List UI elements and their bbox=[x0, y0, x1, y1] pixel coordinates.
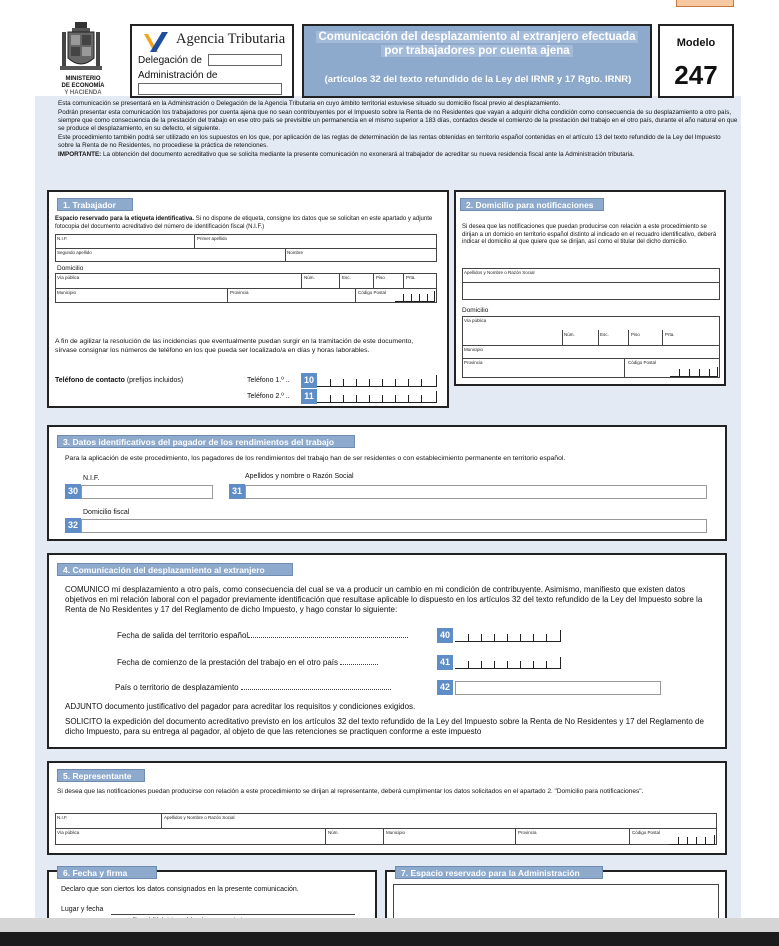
field-tag-41: 41 bbox=[437, 655, 453, 670]
postal-code-field[interactable] bbox=[669, 835, 715, 845]
municipio-label: Municipio bbox=[464, 347, 484, 352]
representante-instructions: Si desea que las notificaciones puedan producirse con relación a este procedimiento se dirijan al representante, deberá cumplimentar los datos solicitados en el apartado 2. "Domicilio para notificaciones". bbox=[57, 788, 644, 795]
telefono-1-field[interactable] bbox=[317, 375, 437, 387]
field-tag-42: 42 bbox=[437, 680, 453, 695]
field-tag-10: 10 bbox=[301, 373, 317, 388]
ministry-name bbox=[38, 76, 128, 97]
piso-label: Piso bbox=[631, 332, 640, 337]
provincia-label: Provincia bbox=[518, 830, 537, 835]
municipio-label: Municipio bbox=[57, 290, 77, 295]
administration-label: Administración de bbox=[138, 70, 218, 81]
divider bbox=[628, 330, 629, 345]
postal-code-field[interactable] bbox=[395, 291, 435, 302]
field-tag-32: 32 bbox=[65, 518, 81, 533]
nif-label: N.I.F. bbox=[57, 236, 68, 241]
agency-name: Agencia Tributaria bbox=[176, 31, 286, 47]
divider bbox=[285, 248, 286, 262]
divider bbox=[662, 330, 663, 345]
lugar-fecha-field[interactable] bbox=[111, 914, 355, 915]
section-7-title: 7. Espacio reservado para la Administración bbox=[395, 866, 603, 879]
intro-text bbox=[58, 100, 738, 160]
piso-label: Piso bbox=[376, 275, 385, 280]
form-subtitle: (artículos 32 del texto refundido de la Ley del IRNR y 17 Rgto. IRNR) bbox=[324, 74, 632, 85]
coat-of-arms-icon bbox=[58, 20, 104, 76]
bottom-bar bbox=[0, 932, 779, 946]
pais-label bbox=[115, 683, 391, 693]
provincia-label: Provincia bbox=[230, 290, 249, 295]
dotted-leader bbox=[248, 637, 408, 638]
divider bbox=[462, 345, 720, 346]
phone-contact-label bbox=[55, 377, 183, 386]
divider bbox=[301, 273, 302, 288]
num-label: Núm. bbox=[328, 830, 339, 835]
section-3-title: 3. Datos identificativos del pagador de los rendimientos del trabajo bbox=[57, 435, 355, 448]
field-tag-11: 11 bbox=[301, 389, 317, 404]
important-label: IMPORTANTE: bbox=[58, 151, 102, 158]
top-margin bbox=[35, 0, 741, 10]
agency-box bbox=[130, 24, 294, 98]
divider bbox=[462, 282, 720, 283]
form-title-line-2: por trabajadores por cuenta ajena bbox=[381, 45, 572, 57]
divider bbox=[383, 828, 384, 845]
delegation-label: Delegación de bbox=[138, 55, 202, 66]
nombre-label: Nombre bbox=[287, 250, 304, 255]
pagador-name-field[interactable] bbox=[245, 485, 707, 499]
modelo-number: 247 bbox=[674, 60, 718, 90]
divider bbox=[462, 358, 720, 359]
telefono-2-label: Teléfono 2.º .. bbox=[247, 393, 290, 400]
telefono-2-field[interactable] bbox=[317, 391, 437, 403]
pagador-instructions: Para la aplicación de este procedimiento, los pagadores de los rendimientos del trabajo han de ser residentes o con establecimiento permanente en territorio español. bbox=[65, 455, 566, 462]
divider bbox=[403, 273, 404, 288]
section-1-title: 1. Trabajador bbox=[57, 198, 133, 211]
pais-text: País o territorio de desplazamiento bbox=[115, 683, 239, 692]
field-tag-40: 40 bbox=[437, 628, 453, 643]
important-text: La obtención del documento acreditativo que se solicita mediante la presente comunicación no exonerará al trabajador de acreditar su nueva residencia fiscal ante la Administración tributaria. bbox=[101, 151, 635, 158]
section-2-title: 2. Domicilio para notificaciones bbox=[460, 198, 604, 211]
label-instructions bbox=[55, 216, 445, 231]
via-publica-label: Vía pública bbox=[57, 275, 80, 280]
fecha-salida-field[interactable] bbox=[455, 630, 561, 642]
codigo-postal-label: Código Postal bbox=[628, 360, 657, 365]
bottom-band bbox=[0, 918, 779, 932]
via-publica-label: Vía pública bbox=[464, 318, 487, 323]
declaro-text: Declaro que son ciertos los datos consignados en la presente comunicación. bbox=[61, 886, 299, 893]
divider bbox=[373, 273, 374, 288]
fecha-comienzo-label bbox=[117, 658, 378, 668]
divider bbox=[55, 828, 717, 829]
num-label: Núm. bbox=[304, 275, 315, 280]
num-label: Núm. bbox=[564, 332, 575, 337]
provincia-label: Provincia bbox=[464, 360, 483, 365]
pagador-nif-field[interactable] bbox=[81, 485, 213, 499]
lugar-fecha-label: Lugar y fecha bbox=[61, 906, 104, 913]
domicilio-label: Domicilio bbox=[57, 265, 84, 272]
corner-tab bbox=[676, 0, 734, 7]
apellidos-label: Apellidos y Nombre o Razón Social bbox=[164, 815, 235, 820]
section-trabajador bbox=[47, 190, 449, 408]
section-representante bbox=[47, 761, 727, 855]
primer-apellido-label: Primer apellido bbox=[197, 236, 228, 241]
ministry-line-1: MINISTERIO bbox=[65, 76, 101, 82]
pais-field[interactable] bbox=[455, 681, 661, 695]
prta-label: Prta. bbox=[665, 332, 675, 337]
section-6-title: 6. Fecha y firma bbox=[57, 866, 157, 879]
fecha-salida-label bbox=[117, 631, 408, 641]
label-instructions-bold: Espacio reservado para la etiqueta identificativa. bbox=[55, 216, 195, 222]
codigo-postal-label: Código Postal bbox=[632, 830, 661, 835]
phone-instructions: A fin de agilizar la resolución de las incidencias que eventualmente puedan surgir en la tramitación de este documento, sírvase consignar los números de teléfono en los que pueda ser localizado/a en días y horas laborables. bbox=[55, 338, 414, 354]
divider bbox=[161, 813, 162, 828]
fecha-comienzo-text: Fecha de comienzo de la prestación del trabajo en el otro país bbox=[117, 658, 339, 667]
dotted-leader bbox=[340, 664, 378, 665]
prta-label: Prta. bbox=[406, 275, 416, 280]
dotted-leader bbox=[241, 689, 391, 690]
representante-grid bbox=[55, 813, 717, 845]
nif-label: N.I.F. bbox=[57, 815, 68, 820]
postal-code-field[interactable] bbox=[670, 367, 718, 377]
label-instructions-text: Si no dispone de etiqueta, consigne los datos que se solicitan en este apartado y adjunte fotocopia del documento acreditativo del número de identificación fiscal (N.I.F.) bbox=[55, 216, 433, 230]
solicito-text: SOLICITO la expedición del documento acreditativo previsto en los artículos 32 del texto refundido de la Ley del Impuesto sobre la Renta de No Residentes y 17 del Reglamento de dicho Impuesto, para su entrega al pagador, al objeto de que las retenciones se practiquen conforme a este impuesto bbox=[65, 717, 704, 736]
intro-paragraph: Esta comunicación se presentará en la Administración o Delegación de la Agencia Tributaria en cuyo ámbito territorial estuviese situado su domicilio fiscal previo al desplazamiento. bbox=[58, 100, 561, 107]
municipio-label: Municipio bbox=[386, 830, 406, 835]
esc-label: Esc. bbox=[342, 275, 351, 280]
adjunto-text: ADJUNTO documento justificativo del pagador para acreditar los requisitos y condiciones exigidos. bbox=[65, 702, 416, 711]
delegation-field[interactable] bbox=[208, 54, 282, 66]
pagador-domicilio-field[interactable] bbox=[81, 519, 707, 533]
ministry-line-2: DE ECONOMÍA bbox=[61, 83, 105, 89]
apellidos-label: Apellidos y Nombre o Razón Social bbox=[464, 270, 535, 275]
form-title bbox=[314, 30, 640, 58]
comunico-text: COMUNICO mi desplazamiento a otro país, como consecuencia del cual se va a producir un cambio en mi condición de contribuyente. Asimismo, manifiesto que existen datos objetivos en mi relación laboral con el pagador previamente identificación que resultase aplicable lo dispuesto en los artículos 32 del texto refundido de la Ley del Impuesto sobre la Renta de No Residentes y 17 del Reglamento de dicho Impuesto, y hago constar lo siguiente: bbox=[65, 585, 703, 614]
administration-field[interactable] bbox=[138, 83, 282, 95]
segundo-apellido-label: Segundo apellido bbox=[57, 250, 92, 255]
divider bbox=[598, 330, 599, 345]
phone-contact-label-bold: Teléfono de contacto bbox=[55, 377, 125, 384]
title-box bbox=[302, 24, 652, 98]
intro-paragraph: Podrán presentar esta comunicación los trabajadores por cuenta ajena que no sean contribuyentes por el Impuesto sobre la Renta de no Residentes que vayan a adquirir dicha condición como consecuencia de su desplazamiento a otro país, siempre que como consecuencia de la prestación del trabajo en ese otro país se previsible un permanencia en el mismo superior a 183 días, contados desde el comienzo de la prestación del trabajo en el otro país, durante el año natural en que se produce el desplazamiento, en su defecto, el siguiente. bbox=[58, 109, 738, 132]
codigo-postal-label: Código Postal bbox=[358, 290, 387, 295]
divider bbox=[339, 273, 340, 288]
pagador-nif-label: N.I.F. bbox=[83, 475, 100, 482]
modelo-label: Modelo bbox=[676, 37, 716, 49]
intro-paragraph: Este procedimiento también podrá ser utilizado en los supuestos en los que, por aplicación de las reglas de determinación de las rentas obtenidas en territorio español contenidas en el artículo 13 del texto refundido de la Ley del Impuesto sobre la Renta de no Residentes, no procediese la práctica de retenciones. bbox=[58, 134, 721, 149]
pagador-apellidos-label: Apellidos y nombre o Razón Social bbox=[245, 473, 354, 480]
divider bbox=[624, 358, 625, 378]
agency-logo-icon bbox=[142, 30, 172, 54]
modelo-box bbox=[658, 24, 734, 98]
section-4-title: 4. Comunicación del desplazamiento al extranjero bbox=[57, 563, 293, 576]
divider bbox=[55, 288, 437, 289]
divider bbox=[629, 828, 630, 845]
divider bbox=[325, 828, 326, 845]
divider bbox=[562, 330, 563, 345]
section-comunicacion bbox=[47, 553, 727, 749]
phone-contact-label-text: (prefijos incluidos) bbox=[124, 377, 184, 384]
divider bbox=[194, 234, 195, 248]
fecha-salida-text: Fecha de salida del territorio español bbox=[117, 631, 249, 640]
field-tag-31: 31 bbox=[229, 484, 245, 499]
intro-paragraph bbox=[58, 151, 738, 159]
form-title-line-1: Comunicación del desplazamiento al extranjero efectuada bbox=[316, 31, 639, 43]
esc-label: Esc. bbox=[600, 332, 609, 337]
ministry-line-3: Y HACIENDA bbox=[64, 90, 102, 96]
pagador-domicilio-label: Domicilio fiscal bbox=[83, 509, 130, 516]
section-5-title: 5. Representante bbox=[57, 769, 145, 782]
divider bbox=[515, 828, 516, 845]
field-tag-30: 30 bbox=[65, 484, 81, 499]
telefono-1-label: Teléfono 1.º .. bbox=[247, 377, 290, 384]
fecha-comienzo-field[interactable] bbox=[455, 657, 561, 669]
section-domicilio-notificaciones bbox=[454, 190, 726, 386]
divider bbox=[55, 248, 437, 249]
divider bbox=[355, 288, 356, 303]
domicilio-label: Domicilio bbox=[462, 307, 489, 314]
divider bbox=[227, 288, 228, 303]
via-publica-label: Vía pública bbox=[57, 830, 80, 835]
notification-instructions: Si desea que las notificaciones que puedan producirse con relación a este procedimiento se dirijan a un domicio en territorio español distinto al indicado en el recuadro identificativo, deberá indicar el domicilio al que quiere que se dirijan, así como el titular del dicho domicilio. bbox=[462, 224, 717, 245]
section-pagador bbox=[47, 425, 727, 541]
